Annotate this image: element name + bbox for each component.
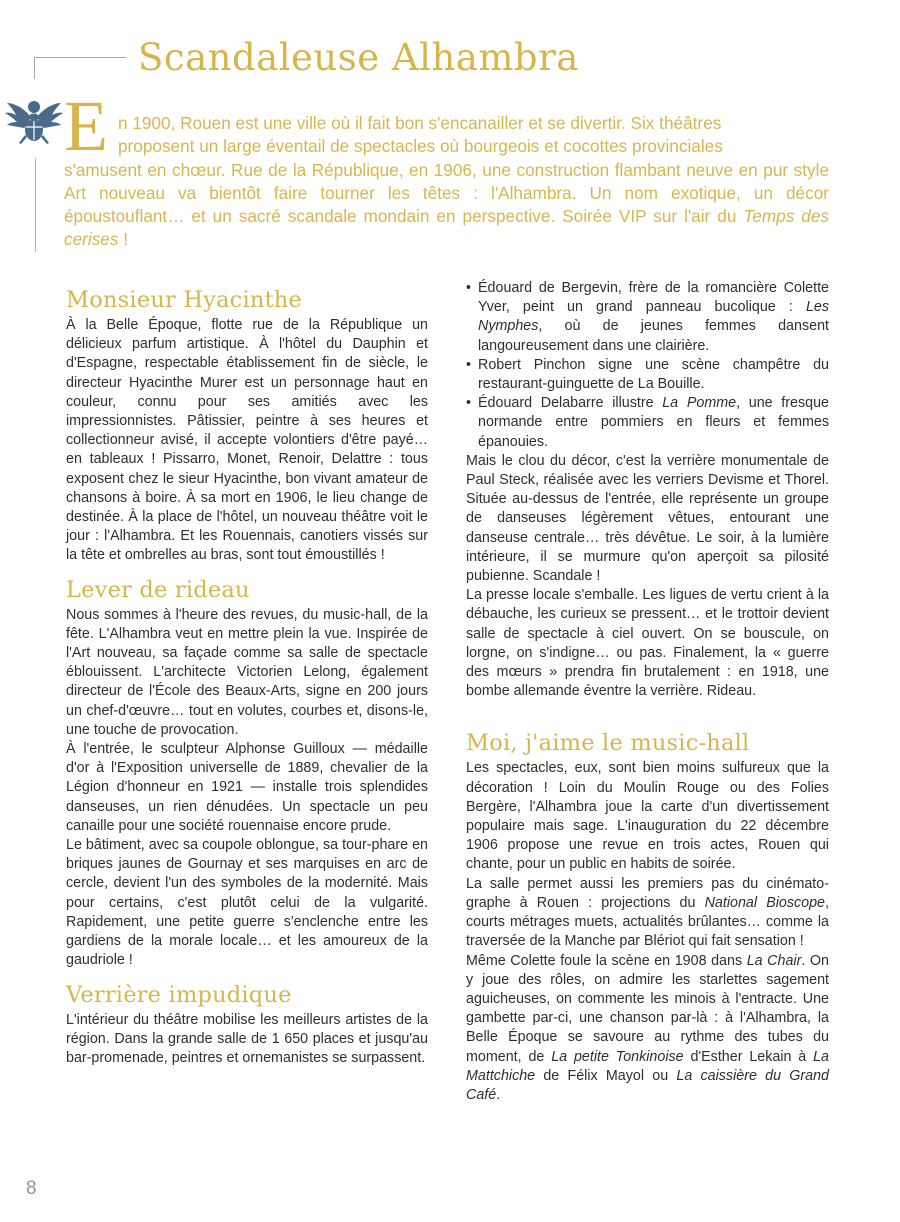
intro-paragraph: [64, 112, 829, 252]
section-heading-rideau: Lever de rideau: [66, 576, 250, 603]
paragraph: Mais le clou du décor, c'est la verrière monumentale de Paul Steck, réalisée avec les verriers Devisme et Thorel. Située au-dessus de l'entrée, elle représente un groupe de danseuses légèrement vêtues, entourant une danseuse centrale… très dévêtue. Le soir, à la lumière intérieure, il se murmure qu'on aperçoit sa pilosité pubienne. Scandale !: [466, 452, 829, 585]
paragraph: L'intérieur du théâtre mobilise les meilleurs artistes de la région. Dans la grande salle de 1 650 places et jusqu'au bar-promenade, peintres et ornemanistes se surpassent.: [66, 1011, 428, 1066]
intro-end: !: [118, 229, 129, 250]
paragraph: [466, 875, 829, 952]
right-column: [466, 279, 829, 1105]
corner-frame-top: [34, 57, 126, 79]
section-heading-verriere: Verrière impudique: [66, 981, 292, 1008]
intro-song-title: Temps des cerises: [64, 206, 829, 250]
paragraph: Nous sommes à l'heure des revues, du music-hall, de la fête. L'Alhambra veut en mettre plein la vue. Inspirée de l'Art nouveau, sa façade comme sa salle de spectacle éblouissent. L'architecte Victorien Lelong, également directeur de l'École des Beaux-Arts, signe en 200 jours un chef-d'œuvre… tout en volutes, courbes et, disons-le, une touche de provocation.: [66, 606, 428, 738]
artwork-title: La Pomme: [662, 395, 737, 412]
paragraph-text: . On y joue des rôles, on admire les starlettes sagement aguicheuses, on commente les minois à l'entracte. Une gambette par-ci, une chanson par-là : à l'Alhambra, la Belle Époque se savoure au rythme des tubes du moment, de: [466, 952, 829, 1065]
list-item-text: Robert Pinchon signe une scène champêtre du restaurant-guinguette de La Bouille.: [478, 356, 829, 393]
section-heading-hyacinthe: Monsieur Hyacinthe: [66, 287, 303, 313]
paragraph: À la Belle Époque, flotte rue de la République un délicieux parfum artistique. À l'hôtel du Dauphin et d'Espagne, respectable établissement fin de siècle, le directeur Hyacinthe Murer est un personnage haut en couleur, connu pour ses amitiés avec les impressionnistes. Pâtissier, peintre à ses heures et collectionneur avisé, il accepte volontiers d'être payé… en tableaux ! Pissarro, Monet, Renoir, Delattre : tous exposent chez le sieur Hyacinthe, bon vivant amateur de chansons à boire. À sa mort en 1906, le lieu change de destinée. À la place de l'hôtel, un nouveau théâtre voit le jour : l'Alhambra. Et les Rouennais, canotiers vissés sur la tête et ombrelles au bras, sont tout émoustillés !: [66, 317, 428, 564]
intro-line-1: n 1900, Rouen est une ville où il fait bon s'encanailler et se divertir. Six théâtres: [118, 113, 722, 133]
song-title: La Mattchiche: [466, 1048, 829, 1084]
list-item: [466, 356, 829, 394]
scarab-icon: [5, 99, 63, 147]
list-item: [466, 394, 829, 452]
play-title: La Chair: [746, 952, 802, 969]
list-item-text: , une fresque normande entre pommiers en fleurs et femmes épanouies.: [478, 395, 829, 450]
paragraph-text: de Félix Mayol ou: [535, 1067, 677, 1084]
list-item: [466, 279, 829, 356]
paragraph-text: , courts métrages muets, actualités brûlantes… comme la traversée de la Manche par Blériot qui fait sensation !: [466, 894, 829, 950]
paragraph-text: .: [496, 1086, 501, 1103]
intro-rest: s'amusent en chœur. Rue de la République, en 1906, une construction flambant neuve en pur style Art nouveau va bientôt faire tourner les têtes : l'Alhambra. Un nom exotique, un décor époustouflant… et un sacré scandale mondain en perspective. Soirée VIP sur l'air du: [64, 159, 829, 227]
intro-line-2: proposent un large éventail de spectacles où bourgeois et cocottes provinciales: [118, 136, 723, 157]
list-item-text: Édouard de Bergevin, frère de la romancière Colette Yver, peint un grand panneau bucolique :: [478, 280, 829, 316]
song-title: La petite Tonkinoise: [551, 1048, 684, 1065]
paragraph: La presse locale s'emballe. Les ligues de vertu crient à la débauche, les curieux se pressent… et le trottoir devient salle de spectacle à ciel ouvert. On se bouscule, on lorgne, on s'indigne… ou pas. Finalement, la « guerre des mœurs » prendra fin brutalement : en 1918, une bombe allemande éventre la verrière. Rideau.: [466, 587, 829, 700]
song-title: La caissière du Grand Café: [466, 1067, 829, 1103]
paragraph: Le bâtiment, avec sa coupole oblongue, sa tour-phare en briques jaunes de Gournay et ses marquises en arc de cercle, devient l'un des symboles de la modernité. Mais pour certains, c'est plutôt celui de la vulgarité. Rapidement, une petite guerre s'enclenche entre les gardiens de la morale locale… et les amoureux de la gaudriole !: [66, 837, 428, 969]
corner-frame-left: [35, 158, 36, 252]
article-title: Scandaleuse Alhambra: [138, 36, 579, 79]
paragraph-text: d'Esther Lekain à: [683, 1048, 814, 1065]
left-column: [66, 284, 428, 1068]
paragraph: [466, 952, 829, 1106]
page-number: 8: [26, 1178, 37, 1199]
list-item-text: Édouard Delabarre illustre: [478, 395, 663, 412]
paragraph: À l'entrée, le sculpteur Alphonse Guilloux — médaille d'or à l'Exposition universelle de 1889, chevalier de la Légion d'honneur en 1921 — installe trois splendides danseuses, un rien dénudées. Un spectacle un peu canaille pour une société rouennaise encore prude.: [66, 741, 428, 834]
bioscope-title: National Bioscope: [704, 894, 826, 911]
list-item-text: , où de jeunes femmes dansent langoureusement dans une clairière.: [478, 318, 829, 354]
paragraph-text: La salle permet aussi les premiers pas du cinémato-graphe à Rouen : projections du: [466, 875, 829, 911]
paragraph-text: Même Colette foule la scène en 1908 dans: [466, 952, 747, 969]
section-heading-musichall: Moi, j'aime le music-hall: [466, 730, 750, 757]
artwork-title: Les Nymphes: [478, 299, 829, 335]
paragraph: Les spectacles, eux, sont bien moins sulfureux que la décoration ! Loin du Moulin Rouge ou des Folies Bergère, l'Alhambra joue la carte d'un divertissement populaire mais sage. L'inauguration du 22 décembre 1906 propose une revue en trois actes, Rouen qui chante, pour un public en habits de soirée.: [466, 760, 829, 873]
artist-list: [466, 279, 829, 452]
drop-cap: E: [64, 86, 108, 166]
